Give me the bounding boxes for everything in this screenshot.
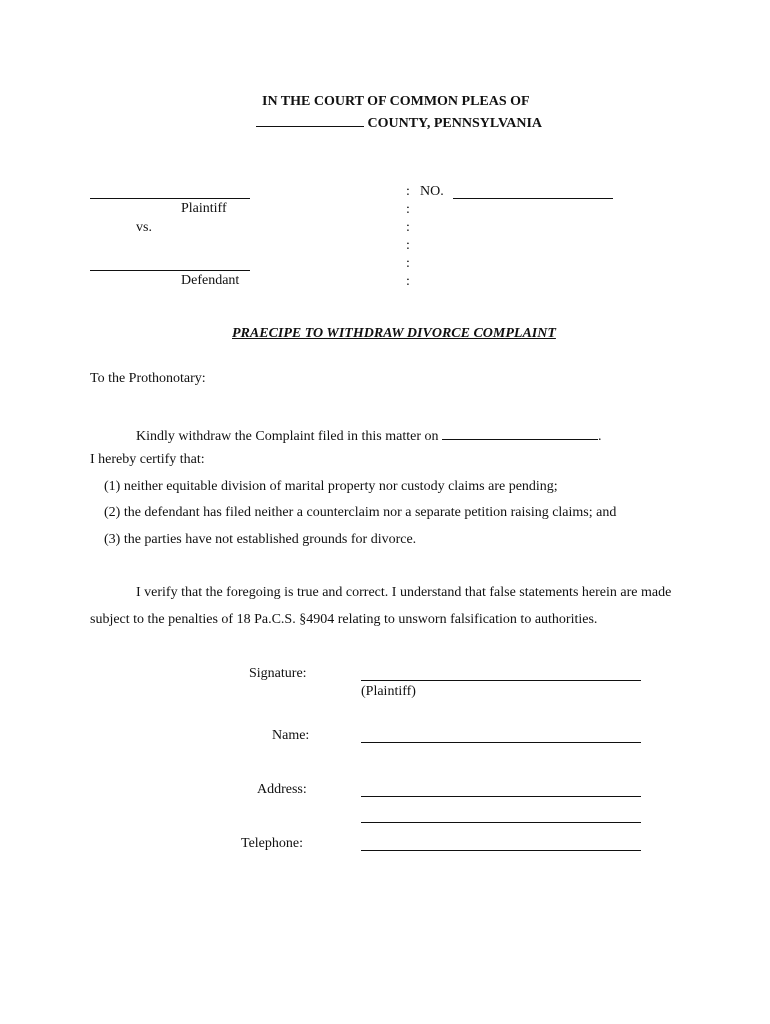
withdraw-sentence	[136, 425, 602, 445]
case-number-label: NO.	[420, 184, 444, 199]
withdraw-text: Kindly withdraw the Complaint filed in this matter on	[136, 429, 439, 444]
certification-item-3: (3) the parties have not established grounds for divorce.	[104, 532, 417, 547]
signature-label: Signature:	[249, 666, 307, 681]
caption-colon: :	[406, 184, 410, 199]
certify-intro: I hereby certify that:	[90, 452, 205, 467]
signature-line[interactable]	[361, 680, 641, 681]
caption-colon: :	[406, 202, 410, 217]
withdraw-period: .	[598, 429, 602, 444]
verification-line-2: subject to the penalties of 18 Pa.C.S. §4904 relating to unsworn falsification to authorities.	[90, 612, 598, 627]
case-number-line[interactable]	[453, 198, 613, 199]
caption-colon: :	[406, 256, 410, 271]
caption-colon: :	[406, 238, 410, 253]
versus-label: vs.	[136, 220, 152, 235]
document-title: PRAECIPE TO WITHDRAW DIVORCE COMPLAINT	[232, 326, 556, 341]
court-heading: IN THE COURT OF COMMON PLEAS OF	[262, 94, 530, 109]
plaintiff-name-line[interactable]	[90, 198, 250, 199]
address-label: Address:	[257, 782, 307, 797]
caption-colon: :	[406, 274, 410, 289]
county-heading	[256, 112, 542, 132]
name-line[interactable]	[361, 742, 641, 743]
county-blank[interactable]	[256, 112, 364, 127]
defendant-label: Defendant	[181, 273, 240, 288]
telephone-label: Telephone:	[241, 836, 303, 851]
plaintiff-label: Plaintiff	[181, 201, 227, 216]
defendant-name-line[interactable]	[90, 270, 250, 271]
caption-colon: :	[406, 220, 410, 235]
plaintiff-caption: (Plaintiff)	[361, 684, 416, 699]
address-line-1[interactable]	[361, 796, 641, 797]
name-label: Name:	[272, 728, 310, 743]
caption-divider	[406, 183, 416, 291]
telephone-line[interactable]	[361, 850, 641, 851]
certification-item-2: (2) the defendant has filed neither a counterclaim nor a separate petition raising claims; and	[104, 505, 617, 520]
filing-date-blank[interactable]	[442, 425, 598, 440]
certification-item-1: (1) neither equitable division of marital property nor custody claims are pending;	[104, 479, 558, 494]
county-label: COUNTY, PENNSYLVANIA	[367, 116, 543, 131]
address-line-2[interactable]	[361, 822, 641, 823]
verification-line-1: I verify that the foregoing is true and correct. I understand that false statements herein are made	[136, 585, 672, 600]
salutation: To the Prothonotary:	[90, 371, 206, 386]
